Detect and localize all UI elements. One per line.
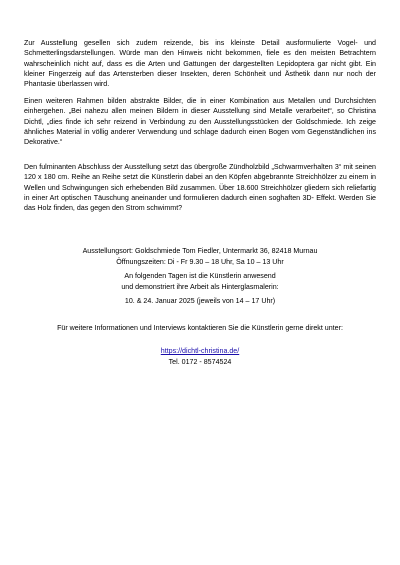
contact-link-line [24, 346, 376, 356]
contact-intro: Für weitere Informationen und Interviews kontaktieren Sie die Künstlerin gerne direkt unter: [57, 324, 343, 332]
website-link[interactable]: https://dichtl-christina.de/ [160, 347, 240, 355]
presence-dates: 10. & 24. Januar 2025 (jeweils von 14 – 17 Uhr) [124, 297, 276, 305]
paragraph-abstract-images: Einen weiteren Rahmen bilden abstrakte Bilder, die in einer Kombination aus Metallen und Durchsichten einhergehen. „Bei nahezu allen meinen Bildern in dieser Ausstellung sind Metalle verarbeitet“, so Christina Dichtl, „dies finde ich sehr reizend in Verbindung zu den Ausstellungsstücken der Goldschmiede. Ich zeige ähnliches Material in völlig anderer Verwendung und schlage dadurch einen Bogen vom Gegenständlichen ins Dekorative.“ [24, 97, 376, 147]
opening-hours: Öffnungszeiten: Di - Fr 9.30 – 18 Uhr, Sa 10 – 13 Uhr [116, 258, 284, 266]
presence-line-1: An folgenden Tagen ist die Künstlerin anwesend [124, 272, 276, 280]
venue-address: Ausstellungsort: Goldschmiede Tom Fiedler, Untermarkt 36, 82418 Murnau [82, 247, 318, 255]
contact-phone: Tel. 0172 - 8574524 [168, 358, 232, 366]
paragraph-birds-butterflies: Zur Ausstellung gesellen sich zudem reizende, bis ins kleinste Detail ausformulierte Vogel- und Schmetterlingsdarstellungen. Würde man den Hinweis nicht bekommen, fiele es den meisten Betrachtern wahrscheinlich nicht auf, dass es die Arten und Gattungen der dargestellten Lepidoptera gar nicht gibt. Ein kleiner Fingerzeig auf das Artensterben dieser Insekten, deren Schönheit und Ästhetik dann nur noch der Phantasie überlassen wird. [24, 39, 376, 89]
presence-line-2: und demonstriert ihre Arbeit als Hinterglasmalerin: [121, 283, 279, 291]
paragraph-matchstick-finale: Den fulminanten Abschluss der Ausstellung setzt das übergroße Zündholzbild „Schwarmverhalten 3“ mit seinen 120 x 180 cm. Reihe an Reihe setzt die Künstlerin dabei an den Köpfen abgebrannte Streichhölzer zu einem in Wellen und Schwingungen sich erhebenden Bild zusammen. Über 18.600 Streichhölzer gliedern sich reliefartig in einer Art optischen Täuschung aneinander und formulieren dadurch einen soghaften 3D- Effekt. Werden Sie das Holz finden, das gegen den Strom schwimmt? [24, 163, 376, 213]
